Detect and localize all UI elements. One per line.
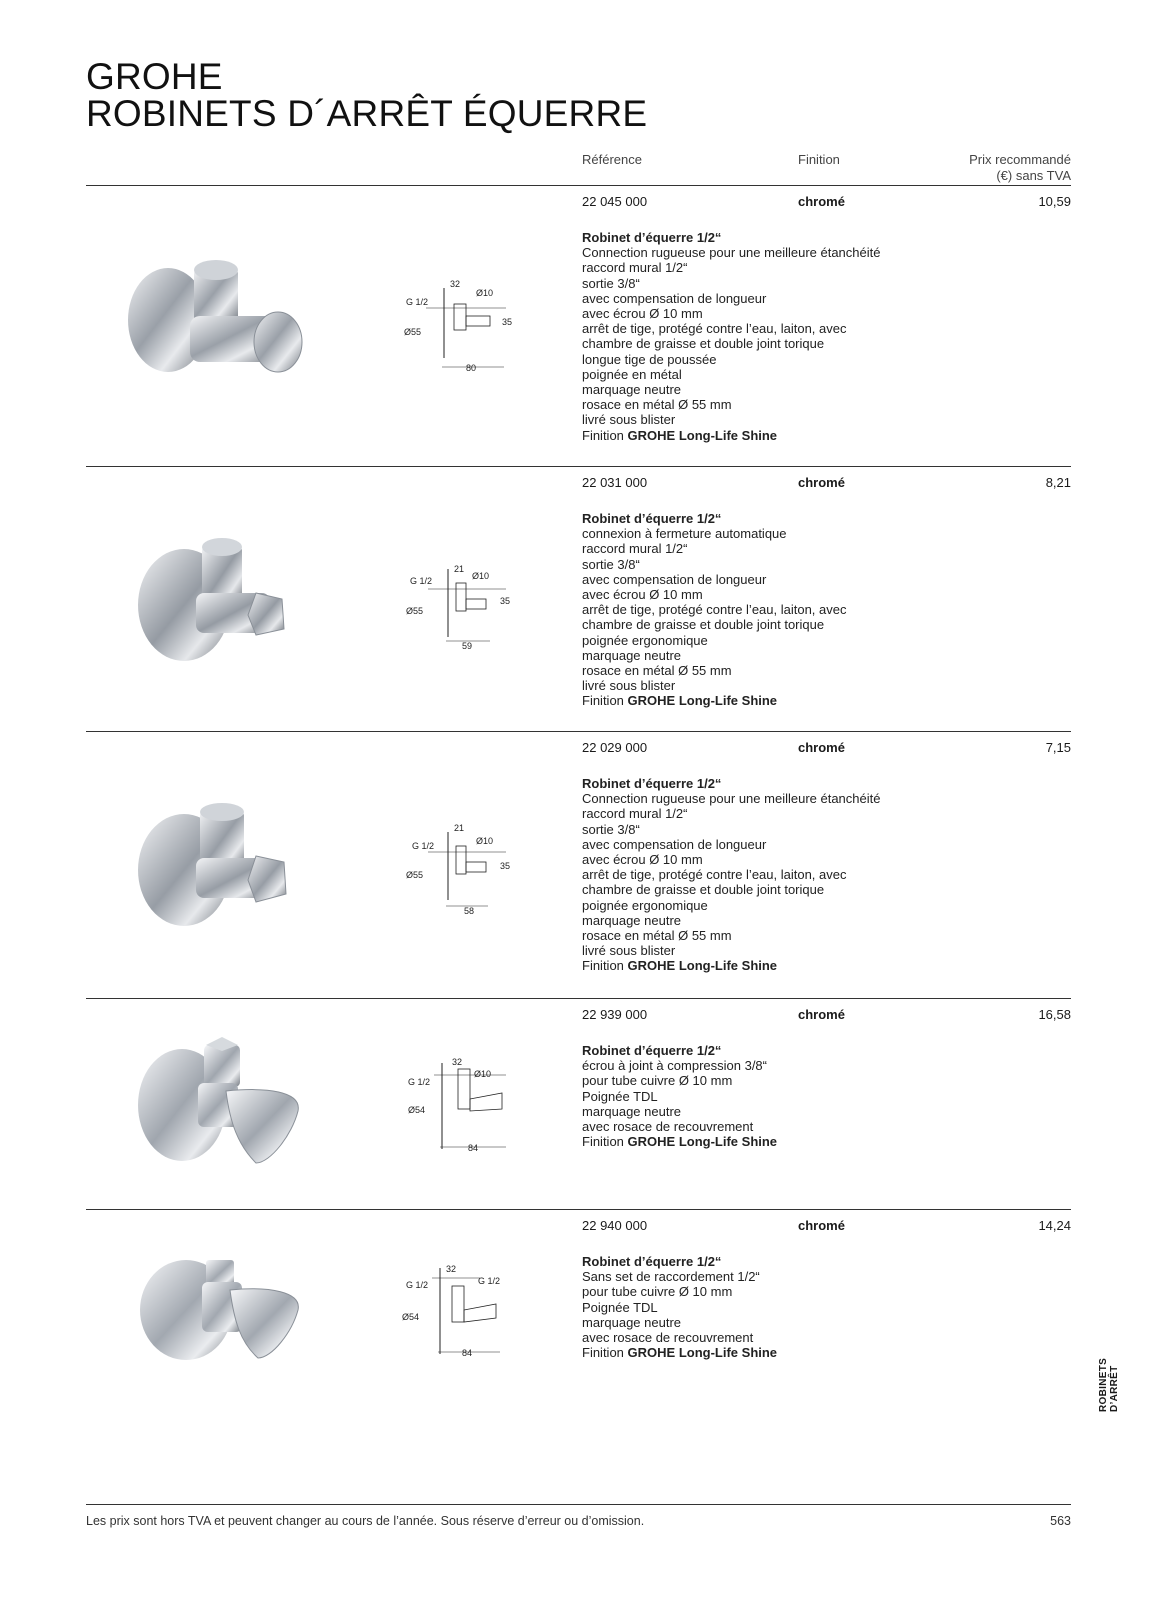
dim-rosette: Ø55 <box>406 606 424 616</box>
product-name: Robinet d’équerre 1/2“ <box>582 511 722 526</box>
page-title <box>86 58 647 132</box>
column-header-price <box>969 152 1071 184</box>
dim-width: 59 <box>462 641 473 651</box>
title-category: ROBINETS D´ARRÊT ÉQUERRE <box>86 93 648 134</box>
spec-line: arrêt de tige, protégé contre l’eau, laiton, avec <box>582 602 847 618</box>
title-brand: GROHE <box>86 56 223 97</box>
product-row <box>86 186 1071 466</box>
spec-line: poignée ergonomique <box>582 897 708 913</box>
spec-line: Poignée TDL <box>582 1299 658 1315</box>
spec-line: avec écrou Ø 10 mm <box>582 587 703 603</box>
spec-line: écrou à joint à compression 3/8“ <box>582 1058 767 1074</box>
finish-prefix: Finition <box>582 1134 624 1150</box>
dim-thread: G 1/2 <box>406 297 429 307</box>
dim-height: 35 <box>500 861 511 871</box>
technical-drawing <box>406 559 526 659</box>
spec-line: pour tube cuivre Ø 10 mm <box>582 1284 733 1300</box>
product-name: Robinet d’équerre 1/2“ <box>582 1254 722 1269</box>
spec-line: livré sous blister <box>582 412 676 428</box>
spec-line: chambre de graisse et double joint torique <box>582 336 825 352</box>
finish-line <box>582 958 880 973</box>
product-description <box>582 1043 777 1149</box>
price-header-line2: (€) sans TVA <box>996 168 1071 183</box>
column-header-reference: Référence <box>582 152 642 167</box>
product-finish: chromé <box>798 1007 845 1022</box>
spec-line: sortie 3/8“ <box>582 556 640 572</box>
product-reference: 22 045 000 <box>582 194 648 209</box>
product-row <box>86 999 1071 1209</box>
page-number: 563 <box>1050 1514 1071 1528</box>
spec-line: chambre de graisse et double joint torique <box>582 882 825 898</box>
product-photo <box>106 1035 316 1185</box>
product-row <box>86 1210 1071 1410</box>
dim-thread: G 1/2 <box>410 576 433 586</box>
product-finish: chromé <box>798 475 845 490</box>
dim-width: 58 <box>464 906 475 916</box>
spec-line: avec compensation de longueur <box>582 290 767 306</box>
column-header-finish: Finition <box>798 152 840 167</box>
dim-thread: G 1/2 <box>408 1077 431 1087</box>
spec-line: arrêt de tige, protégé contre l’eau, laiton, avec <box>582 867 847 883</box>
finish-prefix: Finition <box>582 958 624 974</box>
finish-prefix: Finition <box>582 1345 624 1361</box>
dim-height: 35 <box>502 317 513 327</box>
dim-height: 35 <box>500 596 511 606</box>
dim-nut: G 1/2 <box>478 1276 501 1286</box>
spec-line: marquage neutre <box>582 1103 682 1119</box>
footer-note: Les prix sont hors TVA et peuvent changer au cours de l’année. Sous réserve d’erreur ou d’omission. <box>86 1514 645 1528</box>
spec-line: raccord mural 1/2“ <box>582 260 688 276</box>
price-header-line1: Prix recommandé <box>969 152 1071 167</box>
spec-line: marquage neutre <box>582 382 682 398</box>
dim-width: 80 <box>466 363 477 373</box>
product-description <box>582 230 880 443</box>
dim-rosette: Ø54 <box>402 1312 420 1322</box>
product-description <box>582 511 847 709</box>
spec-line: Sans set de raccordement 1/2“ <box>582 1269 760 1285</box>
spec-line: Poignée TDL <box>582 1088 658 1104</box>
spec-line: connexion à fermeture automatique <box>582 526 787 542</box>
dim-nut: Ø10 <box>474 1069 492 1079</box>
product-price: 14,24 <box>1038 1218 1071 1233</box>
product-finish: chromé <box>798 194 845 209</box>
spec-line: poignée en métal <box>582 366 682 382</box>
technical-drawing <box>406 278 526 378</box>
product-description <box>582 1254 777 1360</box>
product-reference: 22 940 000 <box>582 1218 648 1233</box>
product-reference: 22 939 000 <box>582 1007 648 1022</box>
product-price: 16,58 <box>1038 1007 1071 1022</box>
dim-top: 32 <box>450 279 461 289</box>
product-price: 8,21 <box>1045 475 1071 490</box>
product-row <box>86 732 1071 998</box>
dim-top: 21 <box>454 564 465 574</box>
finish-line <box>582 1345 777 1360</box>
dim-width: 84 <box>462 1348 473 1358</box>
finish-prefix: Finition <box>582 693 624 709</box>
product-name: Robinet d’équerre 1/2“ <box>582 1043 722 1058</box>
spec-line: rosace en métal Ø 55 mm <box>582 928 732 944</box>
spec-line: marquage neutre <box>582 647 682 663</box>
finish-brand: GROHE Long-Life Shine <box>627 1345 778 1361</box>
dim-top: 21 <box>454 823 465 833</box>
product-price: 7,15 <box>1045 740 1071 755</box>
finish-brand: GROHE Long-Life Shine <box>627 1134 778 1150</box>
product-name: Robinet d’équerre 1/2“ <box>582 230 722 245</box>
footer-divider <box>86 1504 1071 1505</box>
side-tab-line1: ROBINETS <box>1098 1357 1109 1412</box>
dim-nut: Ø10 <box>476 288 494 298</box>
spec-line: arrêt de tige, protégé contre l’eau, laiton, avec <box>582 321 847 337</box>
product-photo <box>106 1254 316 1404</box>
spec-line: avec compensation de longueur <box>582 571 767 587</box>
product-reference: 22 031 000 <box>582 475 648 490</box>
side-tab-line2: D’ARRÊT <box>1109 1365 1120 1412</box>
spec-line: avec écrou Ø 10 mm <box>582 852 703 868</box>
technical-drawing <box>402 1260 526 1360</box>
finish-line <box>582 693 847 708</box>
spec-line: avec rosace de recouvrement <box>582 1330 754 1346</box>
dim-nut: Ø10 <box>472 571 490 581</box>
spec-line: pour tube cuivre Ø 10 mm <box>582 1073 733 1089</box>
product-price: 10,59 <box>1038 194 1071 209</box>
product-name: Robinet d’équerre 1/2“ <box>582 776 722 791</box>
spec-line: livré sous blister <box>582 678 676 694</box>
finish-line <box>582 428 880 443</box>
finish-brand: GROHE Long-Life Shine <box>627 693 778 709</box>
spec-line: raccord mural 1/2“ <box>582 541 688 557</box>
spec-line: marquage neutre <box>582 912 682 928</box>
spec-line: rosace en métal Ø 55 mm <box>582 663 732 679</box>
dim-rosette: Ø54 <box>408 1105 426 1115</box>
dim-thread: G 1/2 <box>406 1280 429 1290</box>
product-reference: 22 029 000 <box>582 740 648 755</box>
dim-top: 32 <box>446 1264 457 1274</box>
product-row <box>86 467 1071 731</box>
spec-line: livré sous blister <box>582 943 676 959</box>
spec-line: poignée ergonomique <box>582 632 708 648</box>
dim-top: 32 <box>452 1057 463 1067</box>
side-section-tab <box>1098 1357 1128 1420</box>
spec-line: avec écrou Ø 10 mm <box>582 306 703 322</box>
spec-line: raccord mural 1/2“ <box>582 806 688 822</box>
dim-nut: Ø10 <box>476 836 494 846</box>
spec-line: sortie 3/8“ <box>582 821 640 837</box>
finish-brand: GROHE Long-Life Shine <box>627 427 778 443</box>
finish-prefix: Finition <box>582 427 624 443</box>
spec-line: sortie 3/8“ <box>582 275 640 291</box>
finish-line <box>582 1134 777 1149</box>
spec-line: avec compensation de longueur <box>582 836 767 852</box>
spec-line: Connection rugueuse pour une meilleure étanchéité <box>582 791 881 807</box>
finish-brand: GROHE Long-Life Shine <box>627 958 778 974</box>
spec-line: rosace en métal Ø 55 mm <box>582 397 732 413</box>
spec-line: avec rosace de recouvrement <box>582 1119 754 1135</box>
product-photo <box>106 802 316 952</box>
product-description <box>582 776 880 974</box>
product-finish: chromé <box>798 740 845 755</box>
product-photo <box>106 258 316 408</box>
product-photo <box>106 537 316 687</box>
spec-line: chambre de graisse et double joint torique <box>582 617 825 633</box>
product-finish: chromé <box>798 1218 845 1233</box>
spec-line: Connection rugueuse pour une meilleure étanchéité <box>582 245 881 261</box>
technical-drawing <box>406 822 526 922</box>
dim-thread: G 1/2 <box>412 841 435 851</box>
technical-drawing <box>406 1053 526 1153</box>
spec-line: longue tige de poussée <box>582 351 717 367</box>
dim-width: 84 <box>468 1143 479 1153</box>
dim-rosette: Ø55 <box>404 327 422 337</box>
spec-line: marquage neutre <box>582 1314 682 1330</box>
dim-rosette: Ø55 <box>406 870 424 880</box>
